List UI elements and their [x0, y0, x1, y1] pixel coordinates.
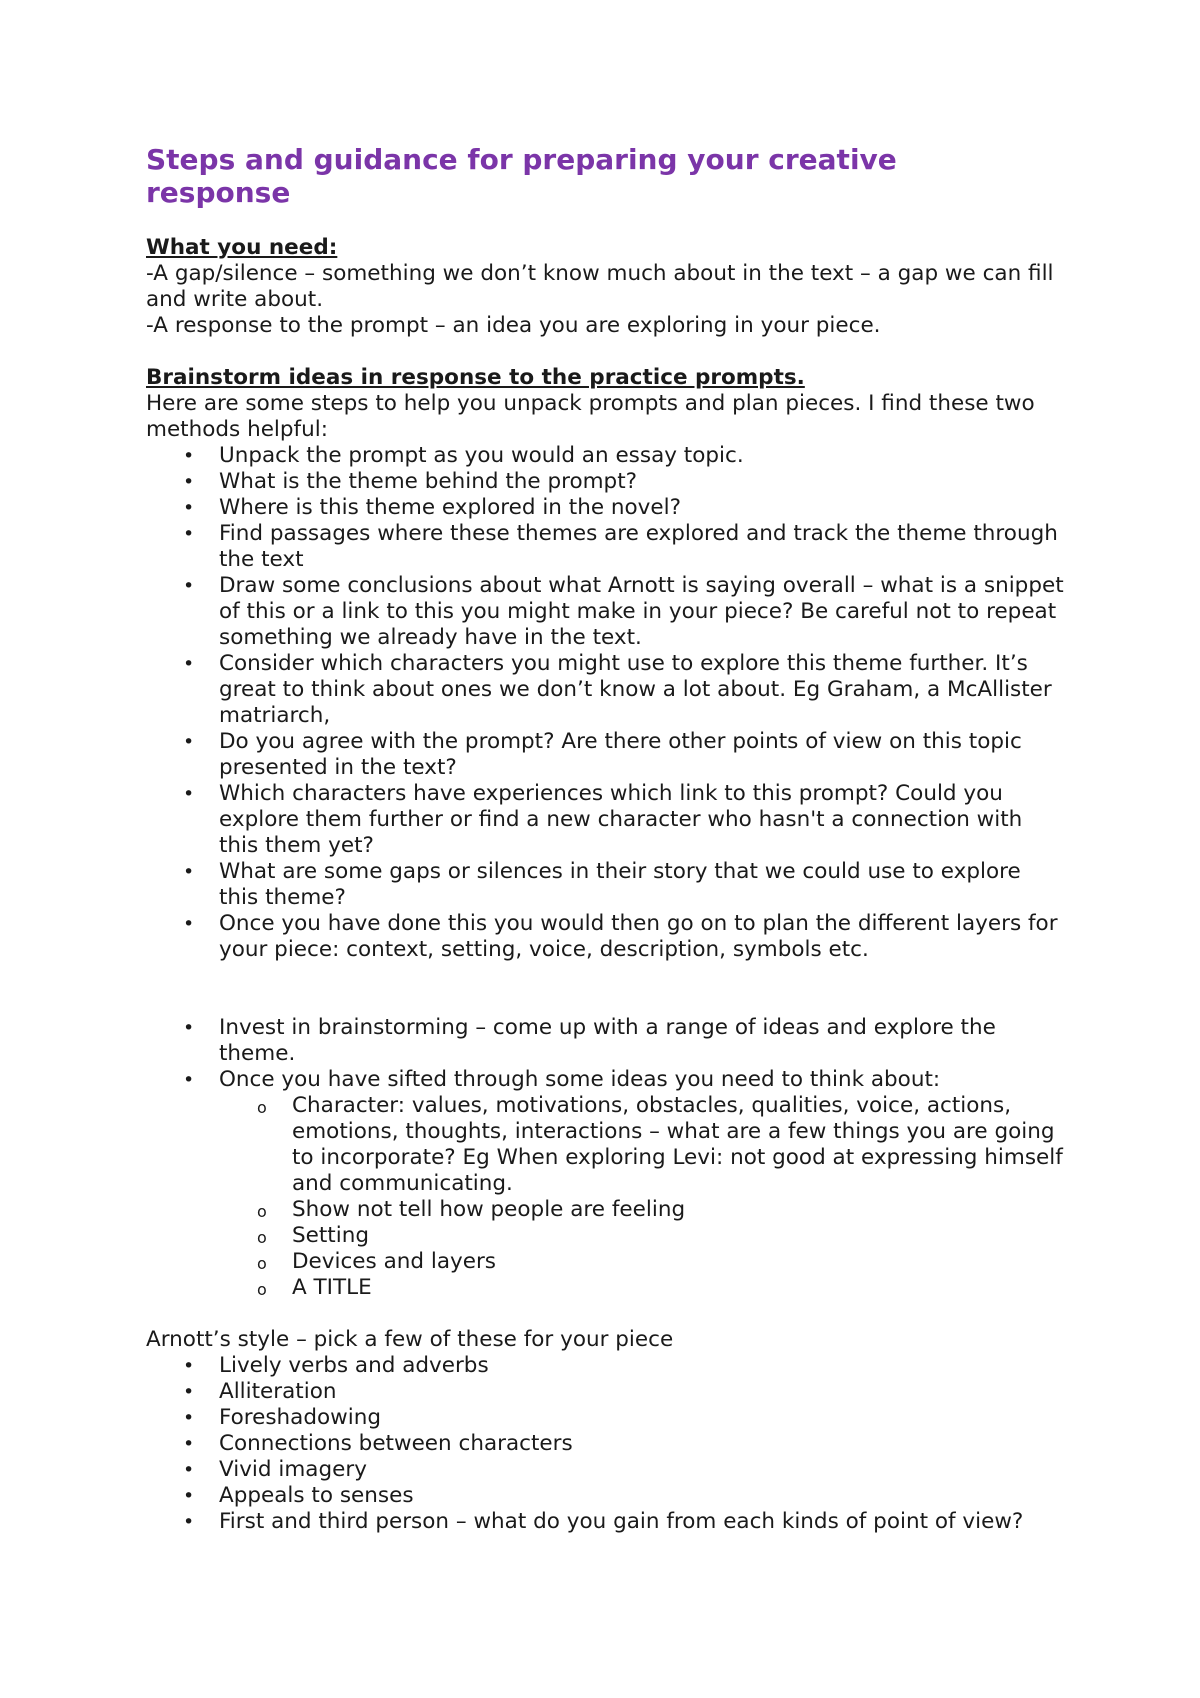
- need-line-response: -A response to the prompt – an idea you are exploring in your piece.: [146, 313, 881, 338]
- sub-list-item: [146, 1275, 1066, 1301]
- list-item: [146, 573, 1066, 651]
- list-item-text: Where is this theme explored in the novel?: [219, 495, 681, 520]
- sub-list-item: [146, 1093, 1066, 1197]
- what-you-need-heading: What you need:: [146, 235, 338, 260]
- list-item-text: Lively verbs and adverbs: [219, 1353, 489, 1378]
- sub-list-item-text: Show not tell how people are feeling: [292, 1197, 686, 1222]
- list-item-text: What are some gaps or silences in their story that we could use to explore this theme?: [219, 859, 1021, 910]
- list-item: [146, 911, 1066, 963]
- list-item-text: Once you have sifted through some ideas you need to think about:: [219, 1067, 941, 1092]
- need-line-gap: -A gap/silence – something we don’t know much about in the text – a gap we can fill and write about.: [146, 261, 1054, 312]
- bullet-icon: •: [183, 1407, 195, 1429]
- list-item-text: Appeals to senses: [219, 1483, 414, 1508]
- list-item: [146, 1483, 1066, 1509]
- method-two-list: [146, 1015, 1066, 1301]
- list-item-text: Invest in brainstorming – come up with a range of ideas and explore the theme.: [219, 1015, 996, 1066]
- list-item: [146, 1067, 1066, 1301]
- list-item: [146, 1509, 1066, 1535]
- bullet-icon: •: [183, 1459, 195, 1481]
- list-item: [146, 859, 1066, 911]
- list-item: [146, 443, 1066, 469]
- list-item: [146, 729, 1066, 781]
- page-title: Steps and guidance for preparing your creative response: [146, 143, 897, 209]
- style-intro: Arnott’s style – pick a few of these for your piece: [146, 1327, 674, 1352]
- list-item: [146, 1379, 1066, 1405]
- bullet-icon: •: [183, 653, 195, 675]
- list-item-text: Do you agree with the prompt? Are there other points of view on this topic presented in the text?: [219, 729, 1022, 780]
- list-item: [146, 1353, 1066, 1379]
- sub-list-item-text: A TITLE: [292, 1275, 372, 1300]
- bullet-icon: •: [183, 523, 195, 545]
- sub-list-item-text: Setting: [292, 1223, 369, 1248]
- list-item: [146, 1405, 1066, 1431]
- circle-bullet-icon: o: [257, 1202, 267, 1221]
- list-item: [146, 781, 1066, 859]
- list-item: [146, 521, 1066, 573]
- list-item-text: First and third person – what do you gain from each kinds of point of view?: [219, 1509, 1024, 1534]
- list-item-text: Unpack the prompt as you would an essay topic.: [219, 443, 744, 468]
- bullet-icon: •: [183, 861, 195, 883]
- bullet-icon: •: [183, 1433, 195, 1455]
- circle-bullet-icon: o: [257, 1254, 267, 1273]
- list-item-text: Consider which characters you might use to explore this theme further. It’s great to think about ones we don’t know a lot about. Eg Graham, a McAllister matriarch,: [219, 651, 1052, 728]
- list-item: [146, 651, 1066, 729]
- bullet-icon: •: [183, 1485, 195, 1507]
- circle-bullet-icon: o: [257, 1098, 267, 1117]
- bullet-icon: •: [183, 575, 195, 597]
- list-item-text: Foreshadowing: [219, 1405, 381, 1430]
- document-body: [146, 143, 1066, 1535]
- list-item-text: Connections between characters: [219, 1431, 573, 1456]
- list-item-text: Find passages where these themes are explored and track the theme through the text: [219, 521, 1058, 572]
- style-list: [146, 1353, 1066, 1535]
- list-item: [146, 495, 1066, 521]
- sub-list-item: [146, 1223, 1066, 1249]
- brainstorm-steps-list: [146, 443, 1066, 963]
- list-item-text: What is the theme behind the prompt?: [219, 469, 638, 494]
- bullet-icon: •: [183, 1381, 195, 1403]
- circle-bullet-icon: o: [257, 1228, 267, 1247]
- list-item-text: Vivid imagery: [219, 1457, 367, 1482]
- bullet-icon: •: [183, 1069, 195, 1091]
- brainstorm-intro: Here are some steps to help you unpack prompts and plan pieces. I find these two methods helpful:: [146, 391, 1035, 442]
- bullet-icon: •: [183, 731, 195, 753]
- circle-bullet-icon: o: [257, 1280, 267, 1299]
- bullet-icon: •: [183, 1511, 195, 1533]
- brainstorm-heading: Brainstorm ideas in response to the practice prompts.: [146, 365, 805, 390]
- think-about-sublist: [219, 1093, 1066, 1301]
- bullet-icon: •: [183, 445, 195, 467]
- list-item: [146, 1015, 1066, 1067]
- sub-list-item-text: Devices and layers: [292, 1249, 496, 1274]
- list-item: [146, 1431, 1066, 1457]
- bullet-icon: •: [183, 497, 195, 519]
- list-item-text: Once you have done this you would then go on to plan the different layers for your piece: context, setting, voice, description, symbols etc.: [219, 911, 1058, 962]
- list-item-text: Alliteration: [219, 1379, 337, 1404]
- sub-list-item-text: Character: values, motivations, obstacles, qualities, voice, actions, emotions, thoughts, interactions – what are a few things you are going to incorporate? Eg When exploring Levi: not good at expressing himself and communicating.: [292, 1093, 1063, 1196]
- bullet-icon: •: [183, 783, 195, 805]
- bullet-icon: •: [183, 913, 195, 935]
- bullet-icon: •: [183, 471, 195, 493]
- list-item-text: Which characters have experiences which link to this prompt? Could you explore them further or find a new character who hasn't a connection with this them yet?: [219, 781, 1023, 858]
- list-item-text: Draw some conclusions about what Arnott is saying overall – what is a snippet of this or a link to this you might make in your piece? Be careful not to repeat something we already have in the text.: [219, 573, 1064, 650]
- bullet-icon: •: [183, 1017, 195, 1039]
- list-item: [146, 1457, 1066, 1483]
- sub-list-item: [146, 1197, 1066, 1223]
- list-item: [146, 469, 1066, 495]
- sub-list-item: [146, 1249, 1066, 1275]
- bullet-icon: •: [183, 1355, 195, 1377]
